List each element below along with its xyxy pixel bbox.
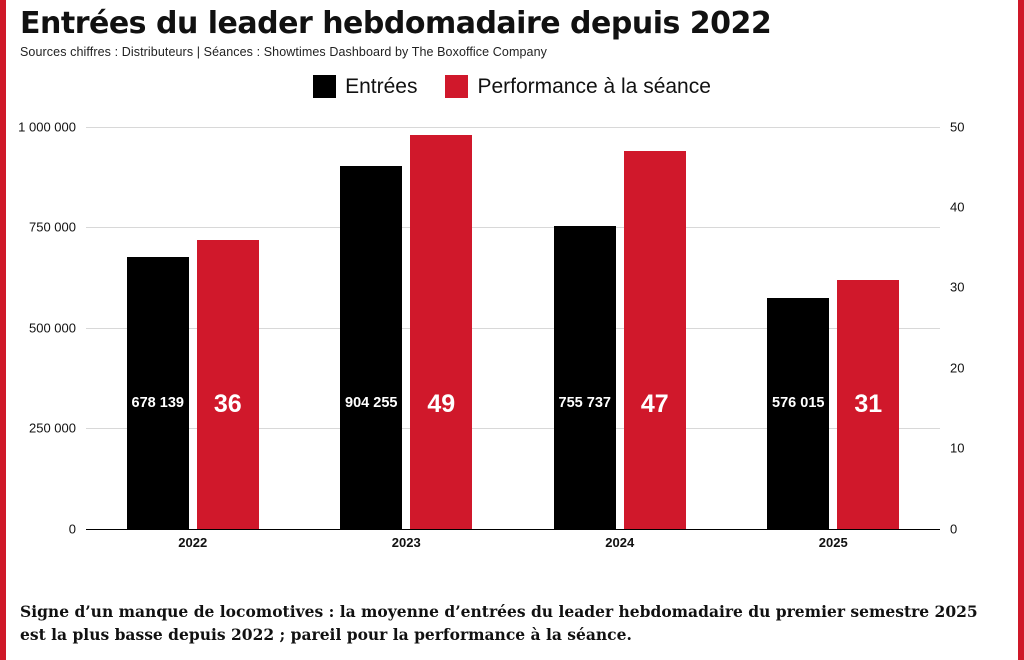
bar-performance-2023[interactable]	[410, 135, 472, 529]
x-axis-label-2024: 2024	[605, 534, 635, 550]
page-title: Entrées du leader hebdomadaire depuis 2022	[20, 6, 772, 41]
bar-value-performance-2025: 31	[854, 389, 883, 418]
bar-value-entries-2022: 678 139	[131, 394, 184, 411]
x-axis-labels	[86, 535, 940, 550]
legend-swatch-performance	[445, 75, 468, 98]
y-axis-left-tick-1000000: 1 000 000	[18, 119, 76, 134]
bar-group-2024	[526, 127, 714, 529]
chart-subtitle: Sources chiffres : Distributeurs | Séances : Showtimes Dashboard by The Boxoffice Company	[20, 44, 547, 59]
chart-legend	[6, 75, 1018, 99]
legend-swatch-entries	[313, 75, 336, 98]
bar-groups	[86, 127, 940, 529]
bar-group-2023	[312, 127, 500, 529]
y-axis-right-tick-50: 50	[950, 119, 965, 134]
x-axis-label-2023: 2023	[391, 534, 421, 550]
bar-value-entries-2025: 576 015	[772, 394, 825, 411]
legend-label-entries: Entrées	[345, 74, 418, 98]
bar-value-entries-2024: 755 737	[558, 394, 611, 411]
bar-value-performance-2024: 47	[640, 389, 669, 418]
bar-entries-2024[interactable]	[554, 226, 616, 529]
bar-performance-2025[interactable]	[837, 280, 899, 529]
y-axis-left-tick-500000: 500 000	[29, 320, 76, 335]
x-axis-label-2022: 2022	[178, 534, 208, 550]
plot-area	[86, 127, 940, 530]
bar-value-performance-2022: 36	[213, 389, 242, 418]
bar-entries-2023[interactable]	[340, 166, 402, 529]
bar-entries-2022[interactable]	[127, 257, 189, 529]
legend-item-entries	[313, 75, 417, 99]
bar-performance-2024[interactable]	[624, 151, 686, 529]
y-axis-right-tick-40: 40	[950, 199, 965, 215]
bar-group-2022	[99, 127, 287, 529]
y-axis-right-tick-30: 30	[950, 279, 965, 295]
y-axis-left-tick-250000: 250 000	[29, 420, 76, 436]
bar-group-2025	[739, 127, 927, 529]
y-axis-left-tick-750000: 750 000	[29, 219, 76, 235]
chart-area	[6, 111, 1018, 551]
legend-item-performance	[445, 75, 710, 99]
bar-value-performance-2023: 49	[427, 389, 456, 418]
x-axis-label-2025: 2025	[818, 534, 848, 550]
y-axis-right-tick-10: 10	[950, 440, 965, 456]
bar-value-entries-2023: 904 255	[345, 394, 398, 411]
legend-label-performance: Performance à la séance	[477, 74, 711, 98]
y-axis-left-tick-0: 0	[68, 521, 76, 536]
y-axis-right-tick-0: 0	[950, 521, 958, 536]
y-axis-right-tick-20: 20	[950, 360, 965, 376]
bar-entries-2025[interactable]	[767, 298, 829, 529]
bar-performance-2022[interactable]	[197, 240, 259, 529]
chart-header	[6, 0, 1018, 59]
chart-caption: Signe d’un manque de locomotives : la moyenne d’entrées du leader hebdomadaire du premier semestre 2025 est la plus basse depuis 2022 ; pareil pour la performance à la séance.	[20, 602, 978, 644]
